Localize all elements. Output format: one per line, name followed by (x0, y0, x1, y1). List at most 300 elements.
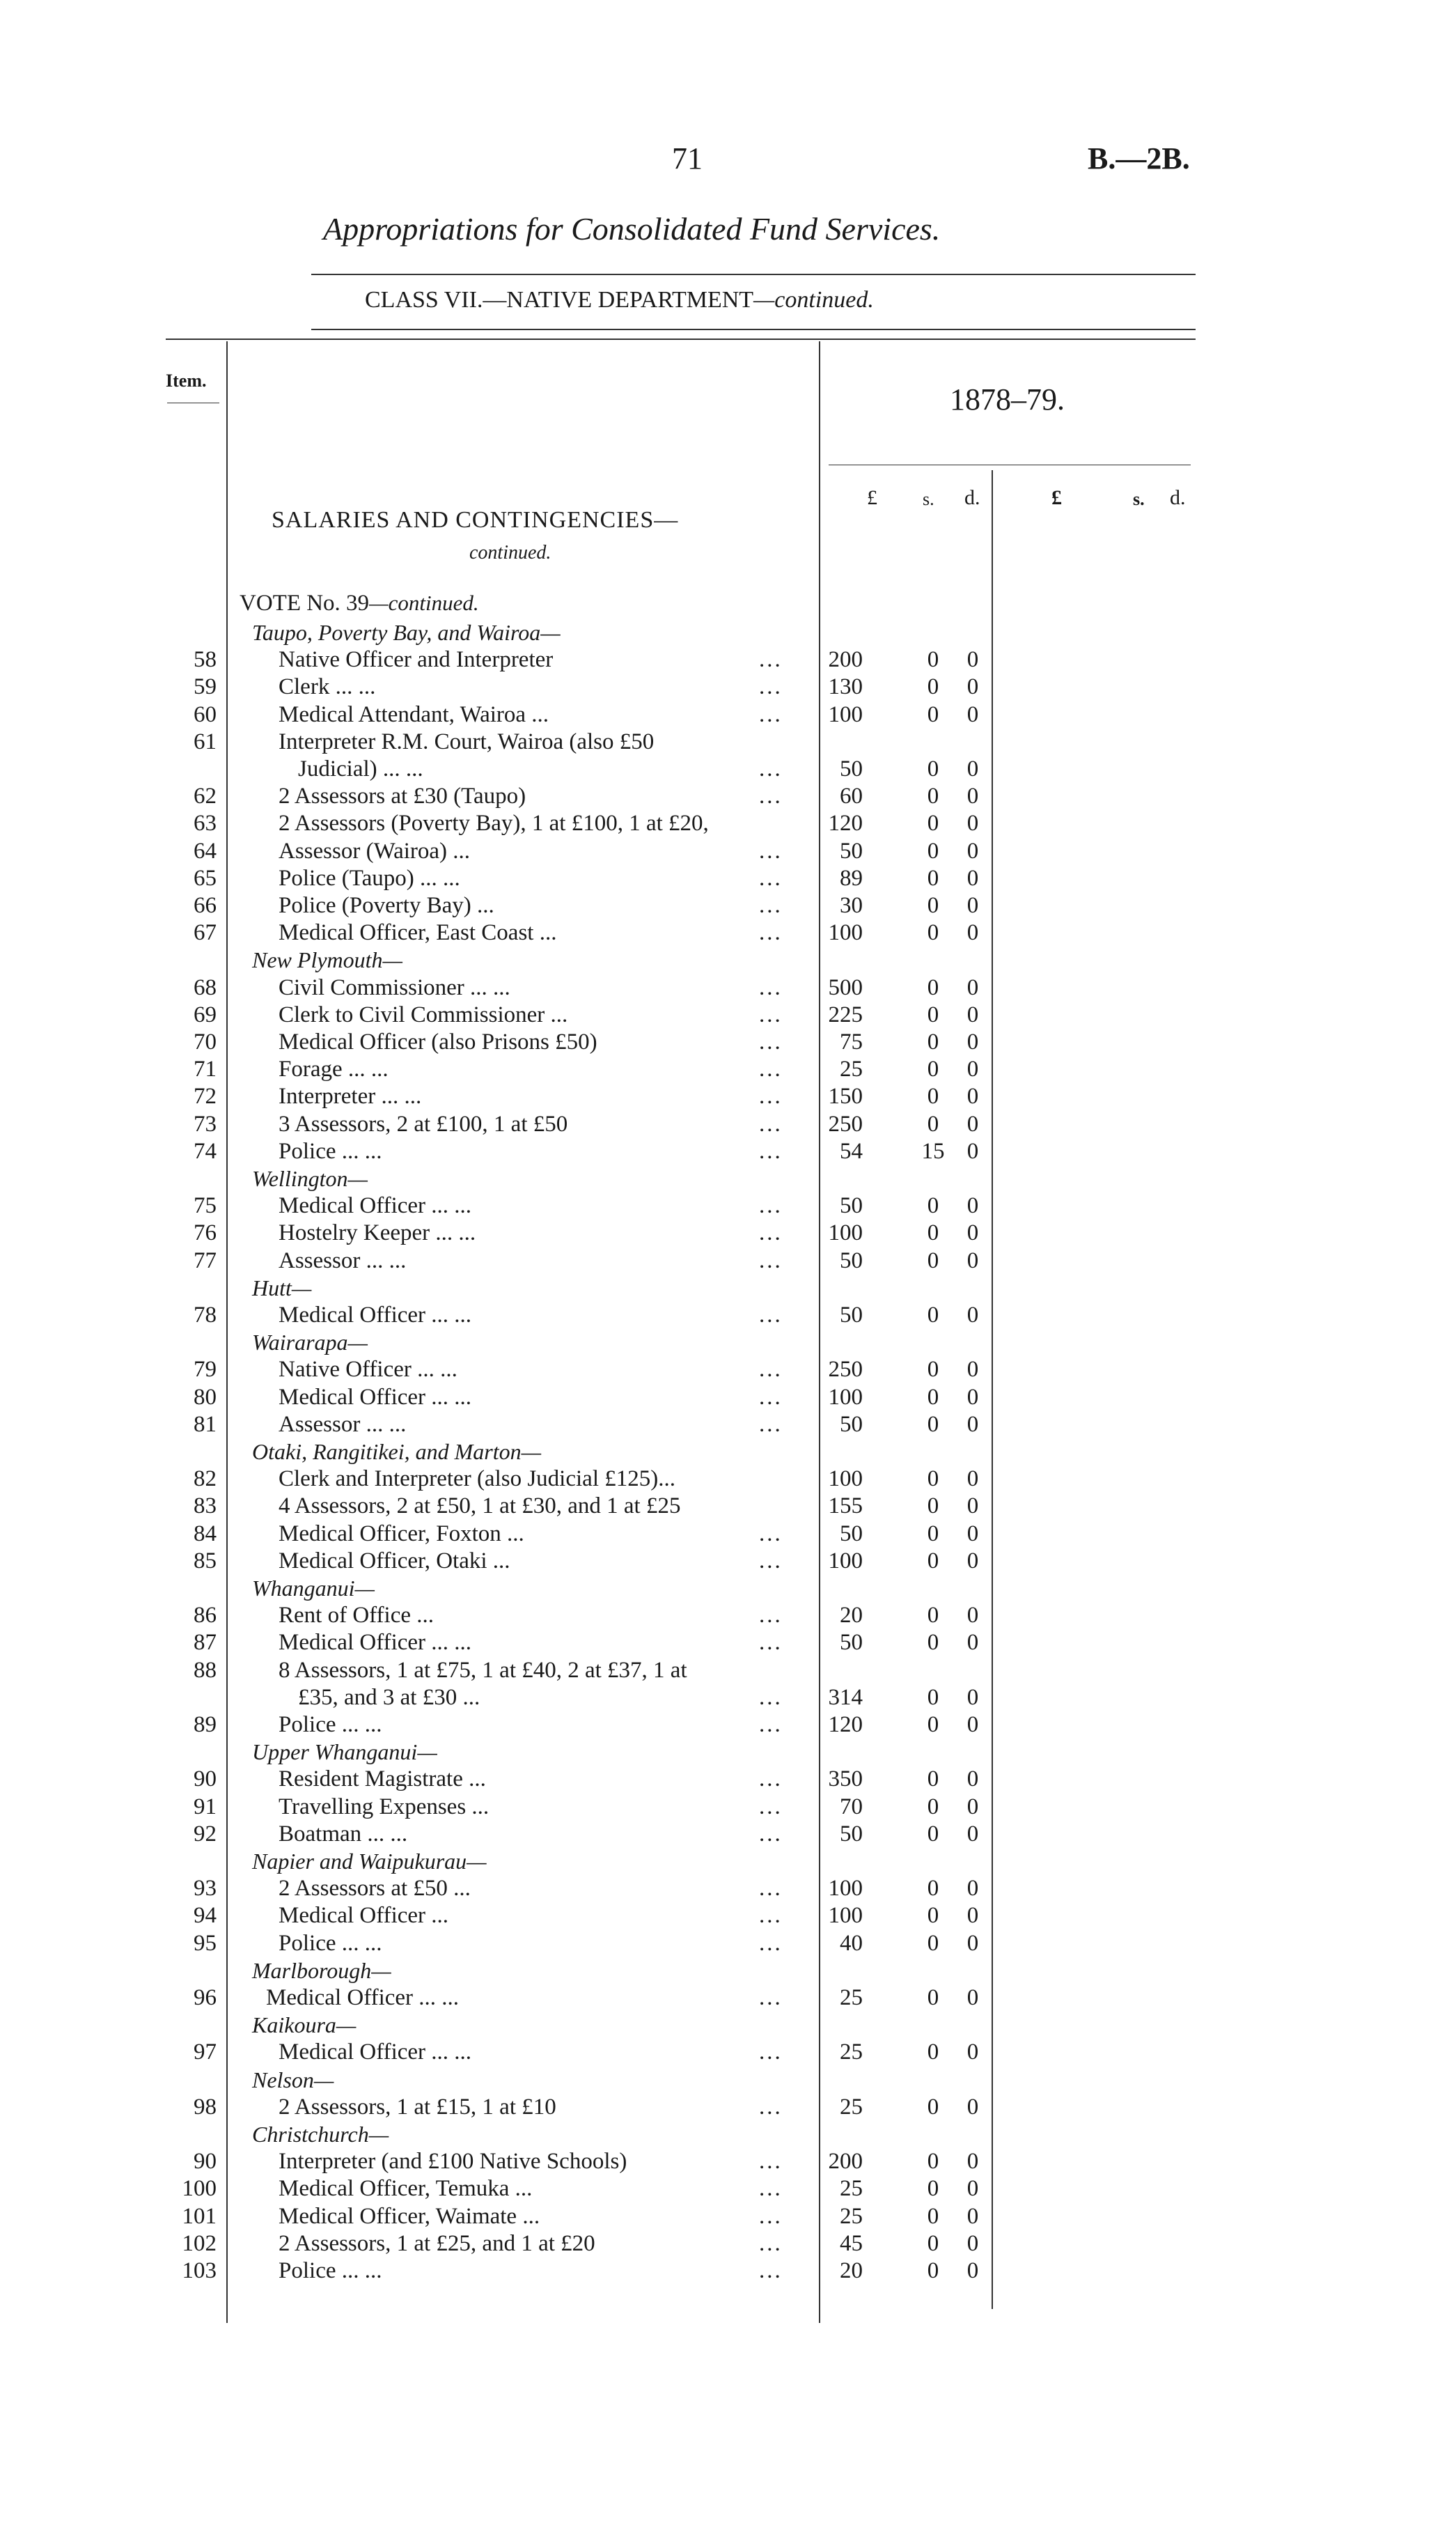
item-description: £35, and 3 at £30 ... (298, 1685, 480, 1710)
item-number: 72 (194, 1084, 217, 1109)
amount-pence: 0 (966, 866, 979, 891)
leader-dots: ... (759, 1548, 783, 1573)
leader-dots: ... (759, 1412, 783, 1437)
amount-shillings: 0 (927, 1466, 939, 1491)
leader-dots: ... (759, 2258, 783, 2283)
table-row (0, 647, 1456, 674)
amount-pence: 0 (966, 1029, 979, 1055)
amount-pounds: 120 (828, 811, 863, 836)
amount-pence: 0 (966, 1057, 979, 1082)
amount-pence: 0 (966, 1493, 979, 1518)
item-number: 94 (194, 1903, 217, 1928)
leader-dots: ... (759, 1057, 783, 1082)
leader-dots: ... (759, 2231, 783, 2256)
table-row (0, 2231, 1456, 2257)
amount-pence: 0 (966, 1931, 979, 1956)
amount-pence: 0 (966, 1248, 979, 1273)
amount-shillings: 0 (927, 2231, 939, 2256)
amount-pence: 0 (966, 1985, 979, 2010)
item-description: Clerk ... ... (279, 674, 376, 699)
amount-pounds: 314 (828, 1685, 863, 1710)
item-number: 58 (194, 647, 217, 672)
item-number: 65 (194, 866, 217, 891)
amount-pence: 0 (966, 674, 979, 699)
item-description: Travelling Expenses ... (279, 1794, 490, 1819)
item-number: 68 (194, 975, 217, 1000)
amount-pounds: 45 (840, 2231, 863, 2256)
leader-dots: ... (759, 1630, 783, 1655)
item-description: Interpreter ... ... (279, 1084, 422, 1109)
table-row (0, 1985, 1456, 2012)
region-heading: Taupo, Poverty Bay, and Wairoa— (252, 620, 561, 645)
table-row (0, 1712, 1456, 1739)
item-number: 95 (194, 1931, 217, 1956)
amount-pounds: 100 (828, 920, 863, 945)
item-description: Medical Officer, Foxton ... (279, 1521, 524, 1546)
item-description: Police ... ... (279, 1712, 382, 1737)
amount-pence: 0 (966, 1385, 979, 1410)
table-row (0, 866, 1456, 892)
item-number: 87 (194, 1630, 217, 1655)
item-number: 63 (194, 811, 217, 836)
item-description: Boatman ... ... (279, 1821, 408, 1847)
amount-shillings: 0 (927, 1084, 939, 1109)
amount-pence: 0 (966, 2204, 979, 2229)
amount-pence: 0 (966, 1766, 979, 1791)
region-heading: Otaki, Rangitikei, and Marton— (252, 1439, 542, 1464)
table-row (0, 1521, 1456, 1548)
amount-pounds: 50 (840, 1248, 863, 1273)
item-description: Assessor ... ... (279, 1248, 407, 1273)
amount-pence: 0 (966, 839, 979, 864)
amount-shillings: 0 (927, 1112, 939, 1137)
item-description: Medical Attendant, Wairoa ... (279, 702, 549, 727)
amount-pounds: 50 (840, 839, 863, 864)
amount-pounds: 100 (828, 1385, 863, 1410)
year-header: 1878–79. (950, 382, 1065, 417)
item-description: Native Officer and Interpreter (279, 647, 554, 672)
item-number: 62 (194, 784, 217, 809)
item-description: Clerk and Interpreter (also Judicial £125)... (279, 1466, 675, 1491)
item-description: Medical Officer ... ... (279, 2039, 472, 2065)
item-number: 76 (194, 1220, 217, 1245)
item-number: 79 (194, 1357, 217, 1382)
region-heading: Upper Whanganui— (252, 1739, 437, 1764)
amount-pounds: 50 (840, 1303, 863, 1328)
amount-shillings: 0 (927, 1931, 939, 1956)
table-row (0, 1303, 1456, 1329)
item-description: Medical Officer ... (279, 1903, 449, 1928)
amount-pence: 0 (966, 2176, 979, 2201)
leader-dots: ... (759, 866, 783, 891)
amount-shillings: 0 (927, 893, 939, 918)
item-description: 2 Assessors at £50 ... (279, 1876, 471, 1901)
region-heading: Kaikoura— (252, 2012, 357, 2037)
item-number: 69 (194, 1002, 217, 1027)
amount-pounds: 70 (840, 1794, 863, 1819)
leader-dots: ... (759, 1002, 783, 1027)
leader-dots: ... (759, 1685, 783, 1710)
amount-pence: 0 (966, 1193, 979, 1218)
table-row (0, 1220, 1456, 1247)
table-row (0, 1002, 1456, 1029)
item-number: 83 (194, 1493, 217, 1518)
amount-shillings: 0 (927, 1766, 939, 1791)
amount-shillings: 0 (927, 674, 939, 699)
amount-shillings: 0 (927, 1603, 939, 1628)
table-row (0, 1084, 1456, 1110)
amount-pence: 0 (966, 1084, 979, 1109)
item-description: Medical Officer ... ... (279, 1193, 472, 1218)
leader-dots: ... (759, 2204, 783, 2229)
region-heading: Marlborough— (252, 1958, 391, 1983)
item-description: Police ... ... (279, 2258, 382, 2283)
item-number: 75 (194, 1193, 217, 1218)
table-row (0, 1493, 1456, 1520)
amount-pence: 0 (966, 756, 979, 782)
leader-dots: ... (759, 920, 783, 945)
pounds-header-1: £ (867, 486, 877, 509)
amount-pence: 0 (966, 2231, 979, 2256)
leader-dots: ... (759, 702, 783, 727)
item-number: 102 (182, 2231, 217, 2256)
table-row (0, 756, 1456, 783)
region-heading: Napier and Waipukurau— (252, 1849, 487, 1874)
amount-pounds: 50 (840, 1521, 863, 1546)
amount-shillings: 0 (927, 647, 939, 672)
item-description: Police ... ... (279, 1931, 382, 1956)
item-number: 88 (194, 1658, 217, 1683)
item-number: 93 (194, 1876, 217, 1901)
table-row (0, 975, 1456, 1002)
item-description: Police (Poverty Bay) ... (279, 893, 494, 918)
item-number: 103 (182, 2258, 217, 2283)
leader-dots: ... (759, 975, 783, 1000)
leader-dots: ... (759, 1821, 783, 1847)
region-heading: Christchurch— (252, 2122, 389, 2147)
amount-shillings: 0 (927, 1821, 939, 1847)
amount-pounds: 500 (828, 975, 863, 1000)
amount-pounds: 100 (828, 1876, 863, 1901)
item-description: Medical Officer ... ... (279, 1385, 472, 1410)
table-row (0, 1112, 1456, 1138)
amount-shillings: 0 (927, 1712, 939, 1737)
leader-dots: ... (759, 2039, 783, 2065)
item-description: Interpreter R.M. Court, Wairoa (also £50 (279, 729, 655, 754)
document-reference: B.—2B. (1088, 141, 1190, 176)
table-row (0, 1029, 1456, 1056)
item-number: 84 (194, 1521, 217, 1546)
leader-dots: ... (759, 1084, 783, 1109)
table-row (0, 1357, 1456, 1383)
item-number: 77 (194, 1248, 217, 1273)
amount-pounds: 120 (828, 1712, 863, 1737)
item-description: Medical Officer (also Prisons £50) (279, 1029, 597, 1055)
shillings-header-1: s. (923, 489, 934, 509)
amount-pounds: 25 (840, 2204, 863, 2229)
item-number: 66 (194, 893, 217, 918)
item-number: 85 (194, 1548, 217, 1573)
leader-dots: ... (759, 1193, 783, 1218)
item-description: 8 Assessors, 1 at £75, 1 at £40, 2 at £37, 1 at (279, 1658, 687, 1683)
class-heading-rule-b (166, 339, 1196, 340)
leader-dots: ... (759, 784, 783, 809)
table-row (0, 1193, 1456, 1220)
amount-shillings: 0 (927, 1303, 939, 1328)
table-row (0, 2149, 1456, 2175)
amount-shillings: 0 (927, 1002, 939, 1027)
table-row (0, 1630, 1456, 1656)
table-row (0, 702, 1456, 729)
amount-shillings: 0 (927, 1493, 939, 1518)
amount-pence: 0 (966, 1548, 979, 1573)
item-description: 2 Assessors, 1 at £15, 1 at £10 (279, 2094, 556, 2120)
item-description: Medical Officer, Temuka ... (279, 2176, 533, 2201)
leader-dots: ... (759, 1112, 783, 1137)
item-number: 98 (194, 2094, 217, 2120)
amount-shillings: 0 (927, 1903, 939, 1928)
amount-pounds: 89 (840, 866, 863, 891)
amount-pence: 0 (966, 1630, 979, 1655)
leader-dots: ... (759, 839, 783, 864)
item-number: 70 (194, 1029, 217, 1055)
item-number: 92 (194, 1821, 217, 1847)
amount-shillings: 0 (927, 1685, 939, 1710)
item-description: Clerk to Civil Commissioner ... (279, 1002, 568, 1027)
amount-pence: 0 (966, 1521, 979, 1546)
amount-shillings: 0 (927, 1985, 939, 2010)
amount-pounds: 30 (840, 893, 863, 918)
amount-shillings: 0 (927, 920, 939, 945)
item-number: 82 (194, 1466, 217, 1491)
region-heading: Hutt— (252, 1275, 312, 1300)
amount-shillings: 0 (927, 866, 939, 891)
leader-dots: ... (759, 1385, 783, 1410)
amount-shillings: 0 (927, 1357, 939, 1382)
item-column-rule (226, 341, 228, 2323)
amount-pounds: 200 (828, 647, 863, 672)
amount-pounds: 25 (840, 2094, 863, 2120)
section-title: SALARIES AND CONTINGENCIES— (272, 507, 679, 533)
leader-dots: ... (759, 2094, 783, 2120)
item-number: 89 (194, 1712, 217, 1737)
amount-shillings: 0 (927, 2176, 939, 2201)
item-number: 90 (194, 1766, 217, 1791)
item-description: 2 Assessors (Poverty Bay), 1 at £100, 1 at £20, (279, 811, 709, 836)
amount-pounds: 250 (828, 1357, 863, 1382)
vote-continued: —continued. (369, 591, 479, 615)
amount-pence: 0 (966, 2094, 979, 2120)
table-row (0, 1466, 1456, 1493)
pounds-header-2: £ (1051, 486, 1062, 509)
table-row (0, 839, 1456, 865)
region-heading: New Plymouth— (252, 947, 402, 972)
item-number: 73 (194, 1112, 217, 1137)
amount-pence: 0 (966, 1412, 979, 1437)
amount-pence: 0 (966, 2149, 979, 2174)
item-number: 90 (194, 2149, 217, 2174)
leader-dots: ... (759, 1357, 783, 1382)
item-description: Medical Officer, East Coast ... (279, 920, 557, 945)
table-row (0, 1766, 1456, 1793)
item-description: Judicial) ... ... (298, 756, 423, 782)
amount-pence: 0 (966, 1685, 979, 1710)
amount-pounds: 20 (840, 2258, 863, 2283)
amount-pence: 0 (966, 1794, 979, 1819)
amount-pounds: 100 (828, 1220, 863, 1245)
amount-pounds: 25 (840, 2039, 863, 2065)
amount-pounds: 50 (840, 756, 863, 782)
amount-pence: 0 (966, 1821, 979, 1847)
amount-shillings: 0 (927, 1548, 939, 1573)
amount-pounds: 150 (828, 1084, 863, 1109)
class-heading (365, 287, 874, 313)
leader-dots: ... (759, 1876, 783, 1901)
item-number: 100 (182, 2176, 217, 2201)
amount-shillings: 0 (927, 2258, 939, 2283)
item-description: Police ... ... (279, 1139, 382, 1164)
leader-dots: ... (759, 1603, 783, 1628)
table-row (0, 674, 1456, 701)
amount-pence: 0 (966, 1903, 979, 1928)
amount-pounds: 75 (840, 1029, 863, 1055)
item-description: Native Officer ... ... (279, 1357, 457, 1382)
item-description: Police (Taupo) ... ... (279, 866, 460, 891)
amount-shillings: 0 (927, 756, 939, 782)
item-description: Hostelry Keeper ... ... (279, 1220, 476, 1245)
table-row (0, 1385, 1456, 1411)
amount-pence: 0 (966, 1357, 979, 1382)
table-row (0, 1248, 1456, 1275)
table-row (0, 2176, 1456, 2202)
leader-dots: ... (759, 674, 783, 699)
pence-header-2: d. (1170, 486, 1186, 509)
amount-shillings: 0 (927, 2094, 939, 2120)
table-row (0, 1658, 1456, 1684)
amount-pounds: 60 (840, 784, 863, 809)
table-row (0, 1931, 1456, 1957)
item-number: 80 (194, 1385, 217, 1410)
amount-pounds: 100 (828, 1548, 863, 1573)
amount-pence: 0 (966, 2039, 979, 2065)
amount-shillings: 0 (927, 975, 939, 1000)
amount-pence: 0 (966, 702, 979, 727)
leader-dots: ... (759, 647, 783, 672)
amount-pounds: 40 (840, 1931, 863, 1956)
item-description: Rent of Office ... (279, 1603, 434, 1628)
leader-dots: ... (759, 1248, 783, 1273)
table-row (0, 893, 1456, 919)
region-heading: Nelson— (252, 2067, 334, 2092)
amount-shillings: 0 (927, 1630, 939, 1655)
amount-shillings: 0 (927, 1248, 939, 1273)
amount-pence: 0 (966, 1002, 979, 1027)
item-number: 64 (194, 839, 217, 864)
item-description: Medical Officer ... ... (279, 1303, 472, 1328)
table-row (0, 1903, 1456, 1929)
amount-pence: 0 (966, 1712, 979, 1737)
item-description: Interpreter (and £100 Native Schools) (279, 2149, 627, 2174)
leader-dots: ... (759, 2176, 783, 2201)
table-row (0, 2258, 1456, 2285)
region-heading: Wellington— (252, 1166, 368, 1191)
item-description: 4 Assessors, 2 at £50, 1 at £30, and 1 at £25 (279, 1493, 681, 1518)
amount-pence: 0 (966, 1466, 979, 1491)
amount-shillings: 15 (921, 1139, 945, 1164)
amount-shillings: 0 (927, 1220, 939, 1245)
amount-pence: 0 (966, 2258, 979, 2283)
section-subtitle: continued. (469, 542, 551, 563)
item-number: 61 (194, 729, 217, 754)
table-row (0, 2094, 1456, 2121)
amount-pounds: 100 (828, 702, 863, 727)
amount-shillings: 0 (927, 811, 939, 836)
item-number: 71 (194, 1057, 217, 1082)
amount-pence: 0 (966, 893, 979, 918)
amount-pounds: 50 (840, 1630, 863, 1655)
table-row (0, 1685, 1456, 1711)
item-number: 67 (194, 920, 217, 945)
amount-shillings: 0 (927, 2039, 939, 2065)
table-row (0, 1821, 1456, 1848)
amount-pounds: 25 (840, 1057, 863, 1082)
leader-dots: ... (759, 1794, 783, 1819)
pence-header-1: d. (964, 486, 980, 509)
item-number: 81 (194, 1412, 217, 1437)
amount-shillings: 0 (927, 702, 939, 727)
table-row (0, 920, 1456, 947)
amount-pounds: 20 (840, 1603, 863, 1628)
table-row (0, 1057, 1456, 1083)
item-number: 59 (194, 674, 217, 699)
item-description: Medical Officer, Waimate ... (279, 2204, 540, 2229)
table-row (0, 1794, 1456, 1821)
amount-shillings: 0 (927, 839, 939, 864)
table-row (0, 784, 1456, 810)
amount-pence: 0 (966, 975, 979, 1000)
amount-pounds: 200 (828, 2149, 863, 2174)
amount-shillings: 0 (927, 1029, 939, 1055)
item-number: 78 (194, 1303, 217, 1328)
leader-dots: ... (759, 756, 783, 782)
item-description: 3 Assessors, 2 at £100, 1 at £50 (279, 1112, 568, 1137)
item-number: 97 (194, 2039, 217, 2065)
region-heading: Wairarapa— (252, 1330, 368, 1355)
amount-column-rule (819, 341, 820, 2323)
item-description: Forage ... ... (279, 1057, 389, 1082)
title-rule-top (311, 274, 1196, 275)
amount-pounds: 225 (828, 1002, 863, 1027)
leader-dots: ... (759, 1139, 783, 1164)
amount-pence: 0 (966, 1220, 979, 1245)
amount-shillings: 0 (927, 1057, 939, 1082)
item-description: Medical Officer ... ... (279, 1630, 472, 1655)
amount-pounds: 350 (828, 1766, 863, 1791)
amount-pounds: 100 (828, 1903, 863, 1928)
class-heading-continued: —continued. (753, 287, 874, 313)
amount-pounds: 54 (840, 1139, 863, 1164)
item-column-header: Item. (166, 371, 207, 391)
table-row (0, 1876, 1456, 1902)
shillings-header-2: s. (1133, 489, 1145, 509)
leader-dots: ... (759, 1521, 783, 1546)
item-number: 60 (194, 702, 217, 727)
amount-shillings: 0 (927, 1385, 939, 1410)
vote-label: VOTE No. 39 (240, 591, 370, 616)
amount-shillings: 0 (927, 1412, 939, 1437)
leader-dots: ... (759, 1766, 783, 1791)
amount-pence: 0 (966, 1603, 979, 1628)
